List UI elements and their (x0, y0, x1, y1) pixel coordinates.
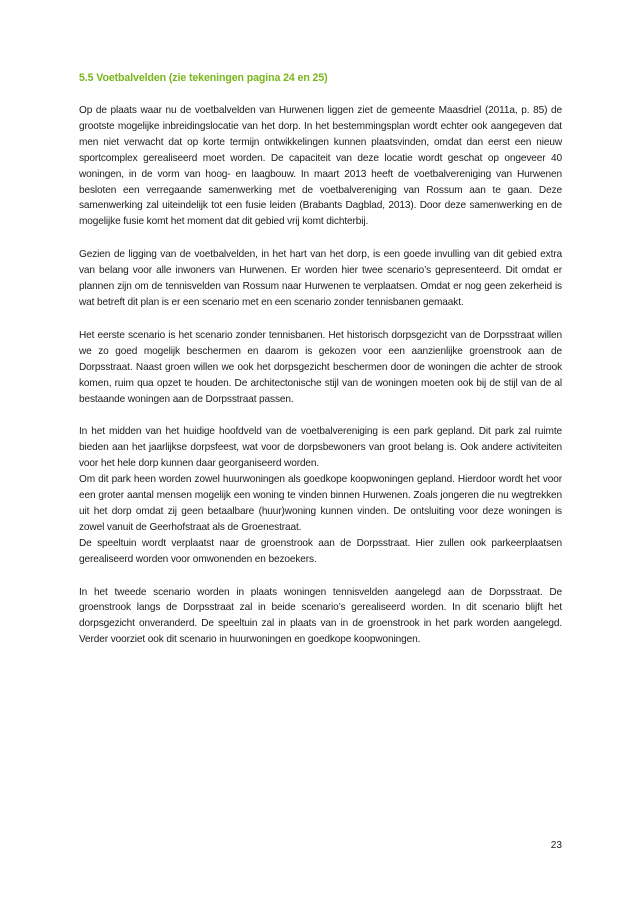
paragraph-intro: Op de plaats waar nu de voetbalvelden van Hurwenen liggen ziet de gemeente Maasdriel (2011a, p. 85) de grootste mogelijke inbreidingslocatie van het dorp. In het bestemmingsplan wordt echter ook aangegeven dat men niet verwacht dat op korte termijn ontwikkelingen kunnen plaatsvinden, omdat dan eerst een nieuw sportcomplex gerealiseerd moet worden. De capaciteit van deze locatie wordt geschat op ongeveer 40 woningen, in de vorm van hoog- en laagbouw. In maart 2013 heeft de voetbalvereniging van Hurwenen besloten een verregaande samenwerking met de voetbalvereniging van Rossum aan te gaan. Deze samenwerking zal uiteindelijk tot een fusie leiden (Brabants Dagblad, 2013). Door deze samenwerking en de mogelijke fusie komt het moment dat dit gebied vrij komt dichterbij. (79, 105, 562, 228)
section-heading: 5.5 Voetbalvelden (zie tekeningen pagina 24 en 25) (79, 72, 328, 84)
paragraph-park: In het midden van het huidige hoofdveld van de voetbalvereniging is een park gepland. Dit park zal ruimte bieden aan het jaarlijkse dorpsfeest, wat voor de dorpsbewoners van groot belang is. Ook andere activiteiten voor het hele dorp kunnen daar georganiseerd worden. (79, 426, 562, 470)
paragraph-scenario-one: Het eerste scenario is het scenario zonder tennisbanen. Het historisch dorpsgezicht van de Dorpsstraat willen we zo goed mogelijk beschermen en daarom is gekozen voor een aanzienlijke groenstrook aan de Dorpsstraat. Naast groen willen we ook het dorpsgezicht beschermen door de woningen die achter de strook komen, ruim qua opzet te houden. De architectonische stijl van de woningen moeten ook bij de stijl van de al bestaande woningen aan de Dorpsstraat passen. (79, 329, 562, 405)
section-body (79, 103, 562, 665)
page-number: 23 (550, 840, 562, 851)
paragraph-playground: De speeltuin wordt verplaatst naar de groenstrook aan de Dorpsstraat. Hier zullen ook parkeerplaatsen gerealiseerd worden voor omwonenden en bezoekers. (79, 537, 562, 565)
paragraph-scenario-two: In het tweede scenario worden in plaats woningen tennisvelden aangelegd aan de Dorpsstraat. De groenstrook langs de Dorpsstraat zal in beide scenario’s gerealiseerd worden. In dit scenario blijft het dorpsgezicht onveranderd. De speeltuin zal in plaats van in de groenstrook in het park worden aangelegd. Verder voorziet ook dit scenario in huurwoningen en goedkope koopwoningen. (79, 586, 562, 646)
paragraph-scenarios: Gezien de ligging van de voetbalvelden, in het hart van het dorp, is een goede invulling van dit gebied extra van belang voor alle inwoners van Hurwenen. Er worden hier twee scenario’s gepresenteerd. Dit omdat er plannen zijn om de tennisvelden van Rossum naar Hurwenen te verplaatsen. Omdat er nog geen zekerheid is wat betreft dit plan is er een scenario met en een scenario zonder tennisbanen gemaakt. (79, 249, 562, 308)
paragraph-housing: Om dit park heen worden zowel huurwoningen als goedkope koopwoningen gepland. Hierdoor wordt het voor een groter aantal mensen mogelijk een woning te vinden binnen Hurwenen. Zoals jongeren die nu wegtrekken uit het dorp omdat zij geen betaalbare (huur)woning kunnen vinden. De ontsluiting voor deze woningen is zowel vanuit de Geerhofstraat als de Groenestraat. (79, 474, 562, 533)
document-page (79, 0, 562, 903)
